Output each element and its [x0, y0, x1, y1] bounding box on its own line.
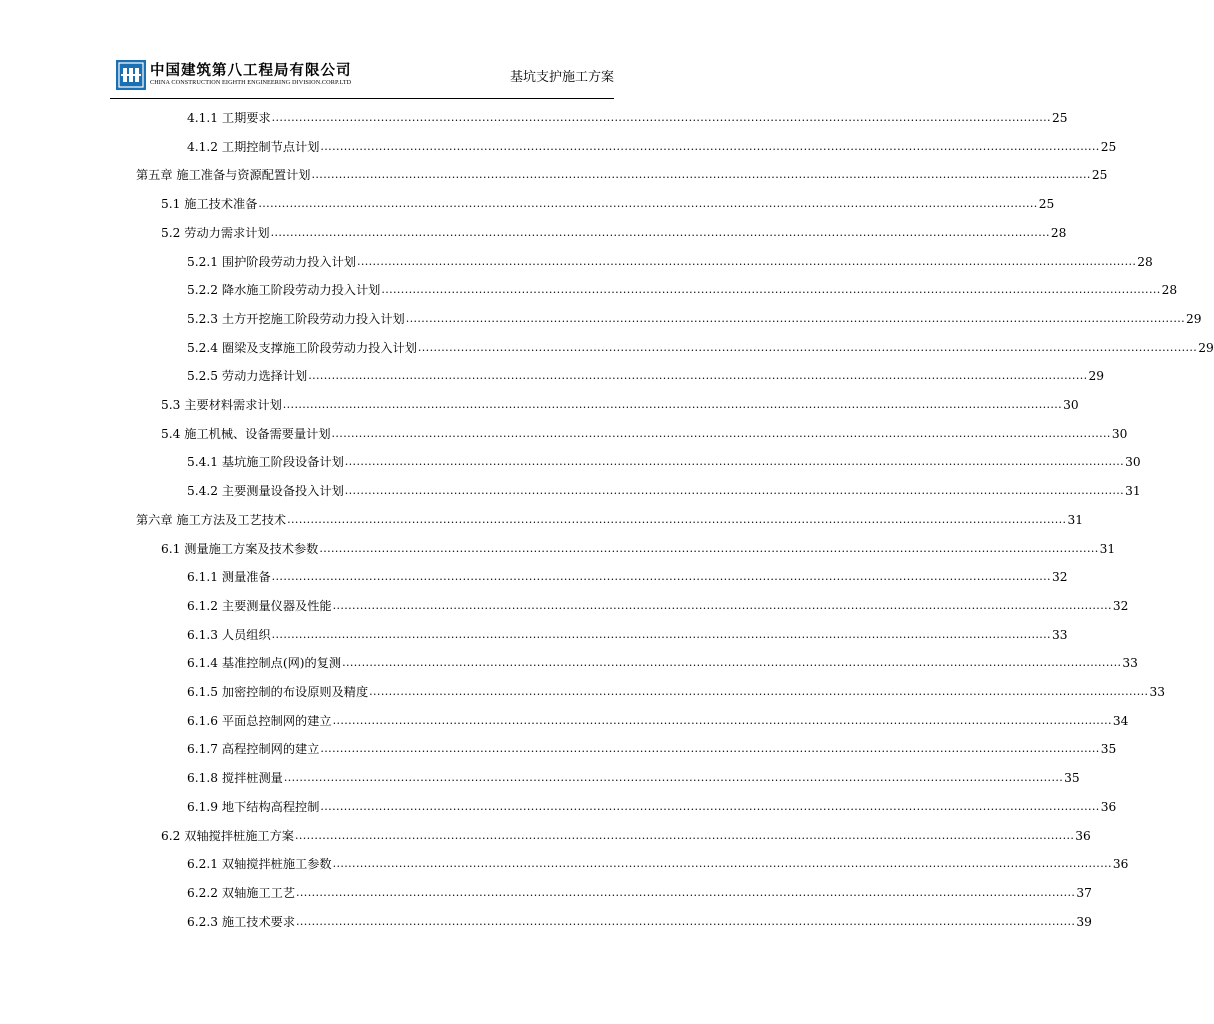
toc-page-number: 30 — [1063, 398, 1079, 412]
toc-leader-dots: ........................................................................................................................................................................................................ — [296, 886, 1076, 899]
toc-leader-dots: ........................................................................................................................................................................................................ — [344, 455, 1125, 468]
company-name-cn: 中国建筑第八工程局有限公司 — [150, 63, 352, 79]
toc-entry[interactable] — [187, 565, 1068, 585]
company-logo-icon — [116, 60, 146, 90]
toc-page-number: 30 — [1111, 427, 1128, 441]
toc-page-number: 25 — [1038, 197, 1055, 211]
toc-leader-dots: ........................................................................................................................................................................................................ — [332, 599, 1112, 612]
toc-entry[interactable] — [187, 106, 1068, 126]
toc-page-number: 39 — [1076, 915, 1092, 929]
toc-page-number: 35 — [1064, 771, 1080, 785]
toc-entry[interactable] — [187, 364, 1105, 384]
toc-page-number: 25 — [1091, 168, 1108, 182]
toc-leader-dots: ........................................................................................................................................................................................................ — [258, 197, 1038, 210]
toc-entry[interactable] — [187, 336, 1214, 356]
toc-page-number: 31 — [1099, 542, 1116, 556]
toc-page-number: 34 — [1112, 714, 1129, 728]
toc-leader-dots: ........................................................................................................................................................................................................ — [296, 915, 1076, 928]
toc-entry[interactable] — [187, 307, 1202, 327]
toc-entry-title: 第六章 施工方法及工艺技术 — [136, 513, 287, 527]
toc-entry[interactable] — [187, 594, 1129, 614]
toc-entry[interactable] — [161, 422, 1128, 442]
toc-entry[interactable] — [161, 537, 1116, 557]
toc-leader-dots: ........................................................................................................................................................................................................ — [356, 255, 1137, 268]
toc-leader-dots: ........................................................................................................................................................................................................ — [270, 226, 1050, 239]
toc-leader-dots: ........................................................................................................................................................................................................ — [405, 312, 1186, 325]
toc-entry-title: 5.2.1 围护阶段劳动力投入计划 — [187, 255, 356, 269]
toc-page-number: 32 — [1112, 599, 1129, 613]
toc-leader-dots: ........................................................................................................................................................................................................ — [417, 341, 1198, 354]
toc-page-number: 31 — [1125, 484, 1141, 498]
toc-leader-dots: ........................................................................................................................................................................................................ — [294, 829, 1075, 842]
toc-page-number: 30 — [1125, 455, 1141, 469]
toc-page-number: 36 — [1112, 857, 1129, 871]
toc-entry[interactable] — [187, 709, 1129, 729]
toc-page-number: 33 — [1051, 628, 1068, 642]
toc-leader-dots: ........................................................................................................................................................................................................ — [283, 771, 1064, 784]
toc-entry[interactable] — [187, 852, 1129, 872]
toc-entry[interactable] — [187, 250, 1153, 270]
toc-entry-title: 6.2 双轴搅拌桩施工方案 — [161, 829, 294, 843]
toc-entry-title: 4.1.2 工期控制节点计划 — [187, 140, 320, 154]
toc-leader-dots: ........................................................................................................................................................................................................ — [369, 685, 1149, 698]
toc-entry[interactable] — [136, 508, 1083, 528]
toc-entry-title: 6.1.4 基准控制点(网)的复测 — [187, 656, 342, 670]
toc-page-number: 28 — [1050, 226, 1067, 240]
toc-entry-title: 第五章 施工准备与资源配置计划 — [136, 168, 311, 182]
toc-leader-dots: ........................................................................................................................................................................................................ — [344, 484, 1125, 497]
toc-page-number: 33 — [1122, 656, 1138, 670]
toc-entry[interactable] — [187, 450, 1141, 470]
toc-entry[interactable] — [187, 737, 1117, 757]
toc-leader-dots: ........................................................................................................................................................................................................ — [271, 111, 1051, 124]
toc-page-number: 25 — [1051, 111, 1068, 125]
toc-entry[interactable] — [187, 881, 1092, 901]
toc-page-number: 33 — [1149, 685, 1165, 699]
toc-entry-title: 5.4.2 主要测量设备投入计划 — [187, 484, 344, 498]
toc-leader-dots: ........................................................................................................................................................................................................ — [381, 283, 1161, 296]
toc-leader-dots: ........................................................................................................................................................................................................ — [308, 369, 1088, 382]
toc-entry-title: 6.1.8 搅拌桩测量 — [187, 771, 283, 785]
toc-entry-title: 5.2.2 降水施工阶段劳动力投入计划 — [187, 283, 381, 297]
toc-entry[interactable] — [161, 393, 1079, 413]
toc-page-number: 35 — [1100, 742, 1117, 756]
toc-entry-title: 6.1.1 测量准备 — [187, 570, 271, 584]
toc-leader-dots: ........................................................................................................................................................................................................ — [320, 742, 1100, 755]
toc-entry[interactable] — [187, 910, 1092, 930]
toc-entry[interactable] — [161, 824, 1091, 844]
toc-entry-title: 4.1.1 工期要求 — [187, 111, 271, 125]
toc-page-number: 32 — [1051, 570, 1068, 584]
toc-leader-dots: ........................................................................................................................................................................................................ — [320, 800, 1100, 813]
toc-leader-dots: ........................................................................................................................................................................................................ — [287, 513, 1067, 526]
toc-leader-dots: ........................................................................................................................................................................................................ — [319, 542, 1099, 555]
toc-entry[interactable] — [161, 192, 1055, 212]
toc-entry[interactable] — [187, 651, 1138, 671]
toc-leader-dots: ........................................................................................................................................................................................................ — [332, 857, 1112, 870]
toc-leader-dots: ........................................................................................................................................................................................................ — [320, 140, 1100, 153]
toc-entry[interactable] — [136, 163, 1108, 183]
toc-entry-title: 5.4.1 基坑施工阶段设备计划 — [187, 455, 344, 469]
toc-page-number: 37 — [1076, 886, 1092, 900]
toc-entry[interactable] — [187, 680, 1165, 700]
toc-entry-title: 6.1.5 加密控制的布设原则及精度 — [187, 685, 369, 699]
toc-page-number: 36 — [1075, 829, 1091, 843]
toc-leader-dots: ........................................................................................................................................................................................................ — [271, 570, 1051, 583]
toc-entry-title: 5.3 主要材料需求计划 — [161, 398, 282, 412]
toc-page-number: 29 — [1186, 312, 1202, 326]
toc-leader-dots: ........................................................................................................................................................................................................ — [311, 168, 1091, 181]
toc-leader-dots: ........................................................................................................................................................................................................ — [331, 427, 1111, 440]
toc-page-number: 31 — [1067, 513, 1083, 527]
toc-entry-title: 6.2.2 双轴施工工艺 — [187, 886, 296, 900]
toc-entry-title: 6.2.1 双轴搅拌桩施工参数 — [187, 857, 332, 871]
toc-page-number: 29 — [1198, 341, 1214, 355]
toc-entry[interactable] — [187, 479, 1141, 499]
toc-leader-dots: ........................................................................................................................................................................................................ — [342, 656, 1122, 669]
header-divider — [110, 98, 614, 99]
page-header — [110, 54, 614, 98]
toc-entry-title: 5.2 劳动力需求计划 — [161, 226, 270, 240]
toc-page-number: 25 — [1100, 140, 1117, 154]
toc-page-number: 36 — [1100, 800, 1117, 814]
toc-entry-title: 6.2.3 施工技术要求 — [187, 915, 296, 929]
toc-entry-title: 6.1.2 主要测量仪器及性能 — [187, 599, 332, 613]
toc-entry[interactable] — [187, 278, 1178, 298]
toc-entry[interactable] — [187, 766, 1080, 786]
toc-entry-title: 5.2.4 圈梁及支撑施工阶段劳动力投入计划 — [187, 341, 417, 355]
toc-entry-title: 6.1 测量施工方案及技术参数 — [161, 542, 319, 556]
toc-entry-title: 6.1.3 人员组织 — [187, 628, 271, 642]
toc-entry-title: 6.1.7 高程控制网的建立 — [187, 742, 320, 756]
toc-entry-title: 5.2.3 土方开挖施工阶段劳动力投入计划 — [187, 312, 405, 326]
toc-entry[interactable] — [187, 623, 1068, 643]
toc-entry[interactable] — [161, 221, 1067, 241]
toc-page-number: 28 — [1161, 283, 1178, 297]
toc-entry-title: 5.2.5 劳动力选择计划 — [187, 369, 308, 383]
toc-entry[interactable] — [187, 795, 1117, 815]
toc-entry[interactable] — [187, 135, 1117, 155]
toc-page-number: 28 — [1137, 255, 1153, 269]
toc-entry-title: 6.1.6 平面总控制网的建立 — [187, 714, 332, 728]
toc-leader-dots: ........................................................................................................................................................................................................ — [332, 714, 1112, 727]
toc-leader-dots: ........................................................................................................................................................................................................ — [282, 398, 1063, 411]
toc-entry-title: 5.4 施工机械、设备需要量计划 — [161, 427, 331, 441]
toc-page-number: 29 — [1088, 369, 1105, 383]
document-title: 基坑支护施工方案 — [509, 70, 614, 85]
company-name-en: CHINA CONSTRUCTION EIGHTH ENGINEERING DIVISION.CORP.LTD — [150, 79, 352, 86]
toc-leader-dots: ........................................................................................................................................................................................................ — [271, 628, 1051, 641]
toc-entry-title: 5.1 施工技术准备 — [161, 197, 258, 211]
toc-entry-title: 6.1.9 地下结构高程控制 — [187, 800, 320, 814]
